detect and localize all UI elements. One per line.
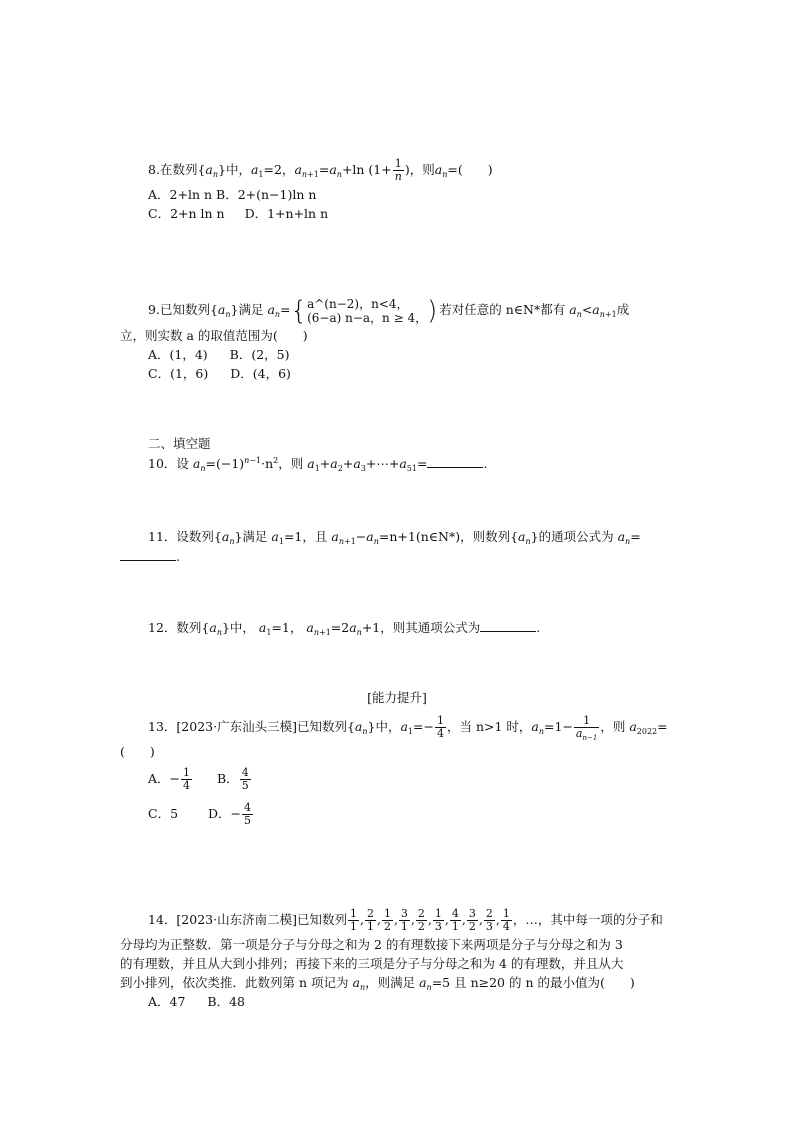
text: =1−: [544, 719, 573, 734]
piece-1: a^(n−2)，n<4，: [307, 296, 409, 311]
question-9-stem-line2: 立，则实数 a 的取值范围为( ): [120, 328, 308, 343]
fraction-denominator: 1: [451, 920, 459, 933]
question-14-line3: 的有理数，并且从大到小排列；再接下来的三项是分子与分母之和为 4 的有理数，并且从大: [120, 956, 624, 971]
text: =: [630, 529, 641, 544]
sequence-term: [484, 908, 495, 933]
option-a[interactable]: A．47: [148, 994, 186, 1009]
option-b[interactable]: [217, 766, 252, 792]
piece-2: (6−a) n−a，n ≥ 4，: [307, 310, 428, 325]
option-d[interactable]: D．1+n+ln n: [244, 206, 329, 221]
fraction-denominator: 5: [244, 814, 252, 827]
question-14-stem: [148, 905, 663, 935]
question-14-options: [148, 994, 245, 1010]
fraction-numerator: 4: [241, 766, 249, 779]
question-number: 8.: [148, 162, 160, 177]
text: =(−1): [205, 456, 245, 471]
question-number: 11．: [148, 529, 177, 544]
text: a: [575, 727, 583, 740]
option-a[interactable]: [148, 766, 193, 792]
fraction: [574, 715, 599, 740]
question-9-options-row2: [148, 366, 291, 382]
text: =1，: [271, 620, 303, 635]
text: 在数列{: [159, 162, 206, 177]
option-a[interactable]: A．(1，4): [148, 347, 208, 362]
question-8-options-row1: [148, 187, 316, 203]
question-number: 12．: [148, 620, 177, 635]
fraction-denominator: 4: [436, 727, 444, 740]
fraction-numerator: 4: [244, 801, 252, 814]
left-brace: {: [290, 295, 308, 326]
fraction-numerator: 3: [468, 907, 476, 920]
option-label: B．: [217, 771, 239, 786]
text: ·n: [261, 456, 274, 471]
text: .: [483, 456, 488, 471]
option-d[interactable]: D．(4，6): [230, 366, 291, 381]
text: =: [416, 456, 428, 471]
text: −: [355, 529, 367, 544]
fraction-numerator: 1: [436, 714, 444, 727]
text: 成: [616, 302, 630, 317]
text: 到小排列，依次类推．此数列第 n 项记为: [120, 975, 349, 990]
question-13-options-row2: [148, 799, 254, 829]
option-c[interactable]: C．(1，6): [148, 366, 209, 381]
fraction-denominator: 5: [241, 779, 249, 792]
option-a[interactable]: A．2+ln n: [148, 187, 213, 202]
question-number: 10．: [148, 456, 177, 471]
sequence-term: [467, 908, 478, 933]
piecewise-definition: [307, 297, 427, 325]
fraction-denominator: 2: [468, 920, 476, 933]
question-8-stem: 8.在数列$\{a_n\}$中，$a_1=2$，$a_{n+1}=a_n+\ln$ (1+ $\frac{1}{n}$ )，则$a_n=$( ): [148, 157, 493, 183]
fraction-numerator: 4: [451, 907, 459, 920]
question-9-stem: 9.已知数列$\{a_n\}$满足 $a_n=${ a^(n−2)，n<4， (6−a) n−a，n ≥ 4， ) 若对任意的 n∈N*都有 $a_n<a_{n+1}$成: [148, 295, 630, 326]
text: =2，: [263, 162, 295, 177]
fraction-1-over-n: [393, 158, 404, 183]
question-12: 12．数列$\{a_n\}$中， $a_1=1$， $a_{n+1}=2a_n+1$，则其通项公式为 .: [148, 620, 541, 637]
text: }满足: [234, 529, 268, 544]
text: }中，: [221, 620, 255, 635]
text: =5 且 n≥20 的 n 的最小值为( ): [431, 975, 635, 990]
sequence-term: [348, 908, 359, 933]
question-number: 9.: [148, 302, 160, 317]
fraction-denominator: 2: [383, 920, 391, 933]
fraction-numerator: 3: [400, 907, 408, 920]
text: ，当 n>1 时，: [446, 719, 532, 734]
text: .: [176, 549, 180, 564]
fraction-denominator: $a_{n-1}$: [575, 727, 598, 742]
question-8-options-row2: [148, 206, 328, 222]
fraction: [435, 715, 446, 740]
section-ability-title: [能力提升]: [367, 690, 427, 705]
question-13-paren: ( ): [120, 744, 155, 759]
fraction-numerator: 1: [349, 907, 357, 920]
fraction: [181, 767, 192, 792]
fraction-denominator: 4: [502, 920, 510, 933]
fraction-numerator: 1: [434, 907, 442, 920]
fraction-denominator: 1: [366, 920, 374, 933]
question-11-answer-line: [120, 549, 180, 565]
text: =1，且: [283, 529, 328, 544]
text: +ln (1+: [341, 162, 392, 177]
sequence-term: [450, 908, 461, 933]
option-b[interactable]: B．(2，5): [229, 347, 290, 362]
text: }中，: [367, 719, 401, 734]
fraction: [240, 767, 251, 792]
sequence-term: [501, 908, 512, 933]
fraction-denominator: 1: [349, 920, 357, 933]
text: =: [280, 302, 291, 317]
source-tag: [2023·山东济南二模]: [176, 912, 297, 927]
fraction-numerator: 1: [383, 907, 391, 920]
question-13-options-row1: [148, 764, 252, 794]
text: =( ): [447, 162, 493, 177]
text: +1，则其通项公式为: [361, 620, 481, 635]
option-c[interactable]: C．5: [148, 806, 179, 821]
sequence-fractions: $\frac{1}{1}$ , $\frac{2}{1}$ , $\frac{1}{2}$ , $\frac{3}{1}$ , $\frac{2}{2}$ , $\frac{1}{3}$ , $\frac{4}{1}$ , $\frac{3}{2}$ , $\frac{2}{3}$ , $\frac{1}{4}$: [349, 907, 510, 933]
question-11: 11．设数列$\{a_n\}$满足 $a_1=1$，且 $a_{n+1}-a_n=n+1(n\in N*)$，则数列$\{a_n\}$的通项公式为 $a_n=$: [148, 529, 641, 546]
text: =2: [330, 620, 350, 635]
question-14-line2: 分母均为正整数．第一项是分子与分母之和为 2 的有理数接下来两项是分子与分母之和为 3: [120, 937, 623, 952]
text: ，则: [600, 719, 626, 734]
text: ，…，其中每一项的分子和: [512, 912, 663, 927]
question-14-line4: 到小排列，依次类推．此数列第 n 项记为 $a_n$，则满足 $a_n=5$ 且 n≥20 的 n 的最小值为( ): [120, 975, 635, 992]
text: =: [318, 162, 330, 177]
option-d[interactable]: [208, 801, 254, 827]
text: 已知数列{: [296, 719, 355, 734]
fraction-denominator: 3: [434, 920, 442, 933]
text: =n+1(n∈N*)，则数列{: [378, 529, 519, 544]
text: .: [536, 620, 541, 635]
question-number: 14．: [148, 912, 177, 927]
fraction-denominator: n: [394, 170, 402, 183]
right-bracket: ): [427, 295, 438, 326]
text: 设: [176, 456, 189, 471]
question-10: 10．设 $a_n=(-1)^{n-1}\cdot n^2$，则 $a_1+a_2+a_3+\cdots+a_{51}=$ .: [148, 456, 488, 473]
fraction-numerator: 1: [502, 907, 510, 920]
text: }中，: [218, 162, 251, 177]
text: +: [319, 456, 331, 471]
text: 设数列{: [176, 529, 222, 544]
text: ，则: [278, 456, 304, 471]
text: ，则满足: [365, 975, 416, 990]
fraction-denominator: 3: [485, 920, 493, 933]
sequence-term: [416, 908, 427, 933]
fraction-numerator: 2: [366, 907, 374, 920]
option-label: D．−: [208, 806, 242, 821]
text: )，则: [404, 162, 435, 177]
text: }满足: [230, 302, 264, 317]
text: }的通项公式为: [530, 529, 614, 544]
option-c[interactable]: C．2+n ln n: [148, 206, 225, 221]
answer-blank[interactable]: [427, 456, 483, 468]
answer-blank[interactable]: [480, 620, 536, 632]
question-13: 13．[2023·广东汕头三模]已知数列$\{a_n\}$中，$a_1=-$ $\frac{1}{4}$ ，当 n>1 时，$a_n=1-$ $\frac{1}{a_{n-1}}$ ，则 $a_{2022}=$: [148, 714, 668, 742]
fraction-numerator: 2: [417, 907, 425, 920]
text: =: [657, 719, 668, 734]
text: 已知数列: [296, 912, 347, 927]
fraction-numerator: 1: [183, 766, 191, 779]
option-label: A．−: [148, 771, 181, 786]
answer-blank[interactable]: [120, 549, 176, 561]
fraction-denominator: 2: [417, 920, 425, 933]
fraction: [242, 802, 253, 827]
text: +⋯+: [365, 456, 400, 471]
question-number: 13．: [148, 719, 177, 734]
option-b[interactable]: B．48: [207, 994, 246, 1009]
fraction-numerator: 1: [393, 158, 404, 171]
option-b[interactable]: B．2+(n−1)ln n: [216, 187, 317, 202]
text: 若对任意的 n∈N*都有: [439, 302, 566, 317]
sequence-term: [365, 908, 376, 933]
fraction-denominator: 1: [400, 920, 408, 933]
fraction-numerator: 1: [574, 715, 599, 728]
text: 数列{: [176, 620, 210, 635]
text: 已知数列{: [159, 302, 218, 317]
fraction-numerator: 2: [485, 907, 493, 920]
text: <: [581, 302, 593, 317]
text: =−: [413, 719, 434, 734]
sequence-term: [399, 908, 410, 933]
sequence-term: [382, 908, 393, 933]
source-tag: [2023·广东汕头三模]: [176, 719, 297, 734]
text: +: [342, 456, 354, 471]
section-fill-in-title: 二、填空题: [148, 436, 211, 451]
fraction-denominator: 4: [183, 779, 191, 792]
question-9-options-row1: [148, 347, 290, 363]
sequence-term: [433, 908, 444, 933]
